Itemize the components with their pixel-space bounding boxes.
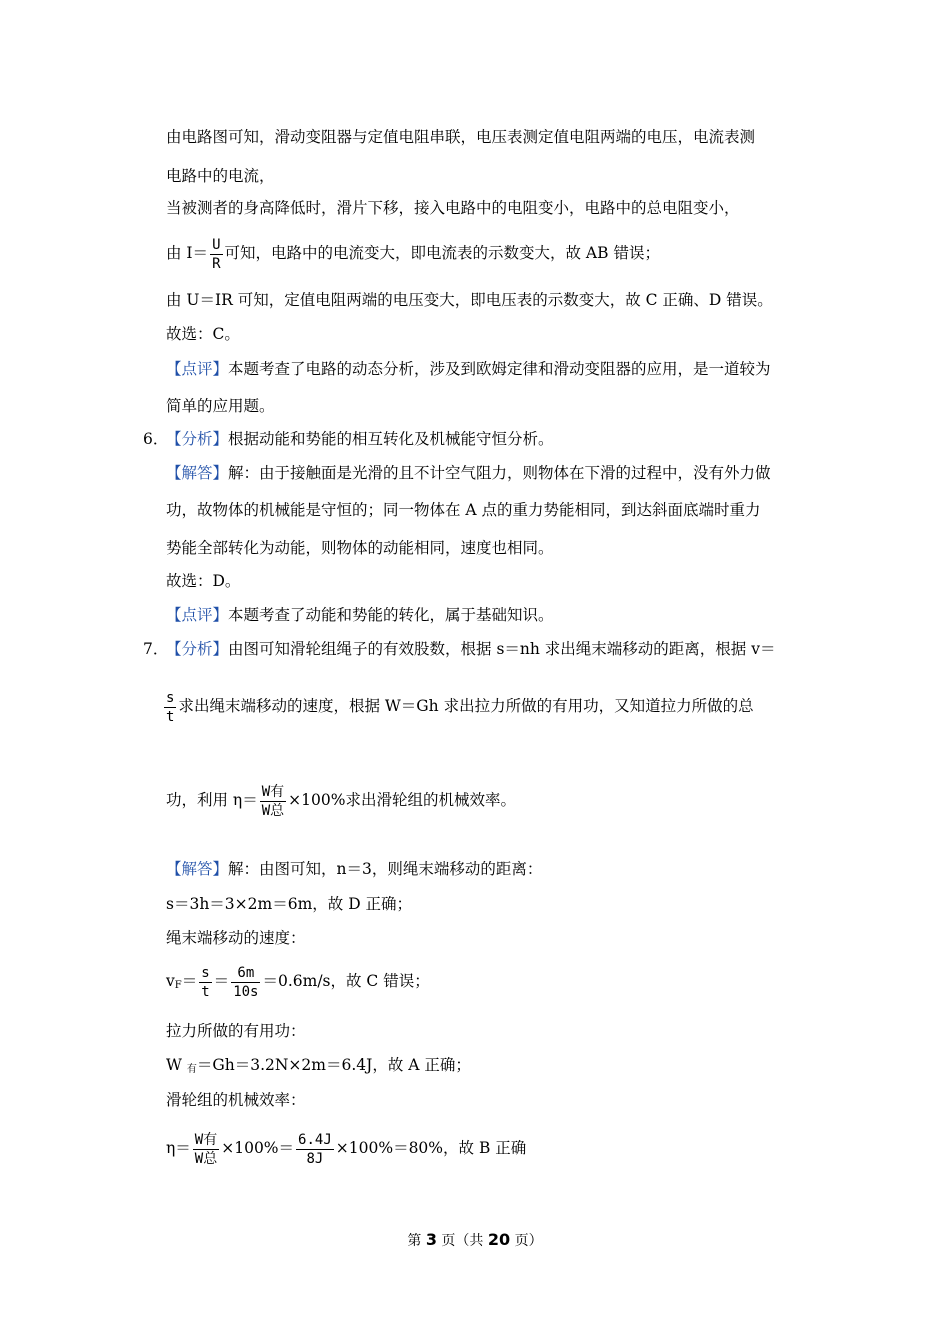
text-line: 由电路图可知，滑动变阻器与定值电阻串联，电压表测定值电阻两端的电压，电流表测 xyxy=(166,128,756,146)
formula-line xyxy=(164,686,754,726)
fraction xyxy=(164,689,176,726)
text-line: 故选：C。 xyxy=(166,325,240,343)
formula-line xyxy=(166,780,516,820)
numerator: U xyxy=(212,236,221,253)
text: ＝Gh＝3.2N×2m＝6.4J，故 A 正确； xyxy=(196,1056,471,1074)
text-line: 故选：D。 xyxy=(166,572,241,590)
analysis-line xyxy=(166,429,554,449)
answer-line xyxy=(166,463,771,483)
text-line: 势能全部转化为动能，则物体的动能相同，速度也相同。 xyxy=(166,539,554,557)
text: ＝ xyxy=(181,972,198,990)
analysis-tag: 【分析】 xyxy=(166,430,229,448)
text-line: 当被测者的身高降低时，滑片下移，接入电路中的电阻变小，电路中的总电阻变小， xyxy=(166,199,740,217)
text: ×100%求出滑轮组的机械效率。 xyxy=(288,791,516,809)
denominator: R xyxy=(212,255,221,272)
numerator: 6.4J xyxy=(298,1131,332,1148)
fraction xyxy=(199,964,211,1001)
denominator: 10s xyxy=(233,983,259,1000)
formula-line xyxy=(166,961,430,1006)
formula-line xyxy=(166,1055,471,1080)
text: 功，利用 η＝ xyxy=(166,791,258,809)
footer-text: 页） xyxy=(510,1233,543,1249)
text-line: s＝3h＝3×2m＝6m，故 D 正确； xyxy=(166,895,413,913)
text: 本题考查了电路的动态分析，涉及到欧姆定律和滑动变阻器的应用，是一道较为 xyxy=(228,360,771,378)
text-line: 简单的应用题。 xyxy=(166,397,275,415)
text-line: 滑轮组的机械效率： xyxy=(166,1091,306,1109)
text: ＝0.6m/s，故 C 错误； xyxy=(262,972,430,990)
fraction xyxy=(193,1131,219,1168)
answer-line xyxy=(166,859,542,879)
comment-line xyxy=(166,605,554,625)
numerator: 6m xyxy=(231,964,260,983)
text: 由 I＝ xyxy=(166,244,209,262)
text: η＝ xyxy=(166,1139,191,1157)
formula-line xyxy=(166,233,660,273)
text-line: 功，故物体的机械能是守恒的；同一物体在 A 点的重力势能相同，到达斜面底端时重力 xyxy=(166,501,761,519)
question-number: 7． xyxy=(143,640,169,658)
denominator: W总 xyxy=(261,802,285,819)
text: 解：由于接触面是光滑的且不计空气阻力，则物体在下滑的过程中，没有外力做 xyxy=(228,464,771,482)
text: v xyxy=(166,972,175,990)
comment-line xyxy=(166,359,771,379)
page-footer xyxy=(0,1230,950,1251)
text: 可知，电路中的电流变大，即电流表的示数变大，故 AB 错误； xyxy=(224,244,660,262)
analysis-line xyxy=(166,639,775,659)
numerator: W有 xyxy=(194,1131,218,1148)
text: 解：由图可知，n＝3，则绳末端移动的距离： xyxy=(228,860,543,878)
text-line: 拉力所做的有用功： xyxy=(166,1022,306,1040)
text: ＝ xyxy=(213,972,230,990)
footer-text: 页（共 xyxy=(436,1233,488,1249)
denominator: t xyxy=(166,708,175,725)
answer-tag: 【解答】 xyxy=(166,860,229,878)
fraction xyxy=(210,236,222,273)
comment-tag: 【点评】 xyxy=(166,360,229,378)
subscript: F xyxy=(174,980,182,991)
denominator: W总 xyxy=(194,1150,218,1167)
analysis-tag: 【分析】 xyxy=(166,640,229,658)
page-number: 3 xyxy=(425,1230,437,1249)
comment-tag: 【点评】 xyxy=(166,606,229,624)
numerator: W有 xyxy=(261,783,285,800)
text: 本题考查了动能和势能的转化，属于基础知识。 xyxy=(228,606,554,624)
denominator: t xyxy=(201,983,210,1000)
text-line: 电路中的电流， xyxy=(166,167,275,185)
fraction xyxy=(296,1131,334,1168)
text: ×100%＝80%，故 B 正确 xyxy=(335,1139,527,1157)
denominator: 8J xyxy=(306,1150,324,1167)
text: 求出绳末端移动的速度，根据 W＝Gh 求出拉力所做的有用功，又知道拉力所做的总 xyxy=(178,697,754,715)
numerator: s xyxy=(201,964,210,981)
question-number: 6． xyxy=(143,430,169,448)
footer-text: 第 xyxy=(407,1233,426,1249)
text: ×100%＝ xyxy=(221,1139,295,1157)
fraction xyxy=(231,964,260,1001)
text: W xyxy=(166,1056,187,1074)
numerator: s xyxy=(166,689,175,706)
text-line: 由 U＝IR 可知，定值电阻两端的电压变大，即电压表的示数变大，故 C 正确、D 错误。 xyxy=(166,291,773,309)
text-line: 绳末端移动的速度： xyxy=(166,929,306,947)
formula-line xyxy=(166,1128,526,1168)
fraction xyxy=(260,783,286,820)
text: 由图可知滑轮组绳子的有效股数，根据 s＝nh 求出绳末端移动的距离，根据 v＝ xyxy=(228,640,776,658)
text: 根据动能和势能的相互转化及机械能守恒分析。 xyxy=(228,430,554,448)
total-pages: 20 xyxy=(487,1230,511,1249)
subscript: 有 xyxy=(186,1064,197,1075)
answer-tag: 【解答】 xyxy=(166,464,229,482)
